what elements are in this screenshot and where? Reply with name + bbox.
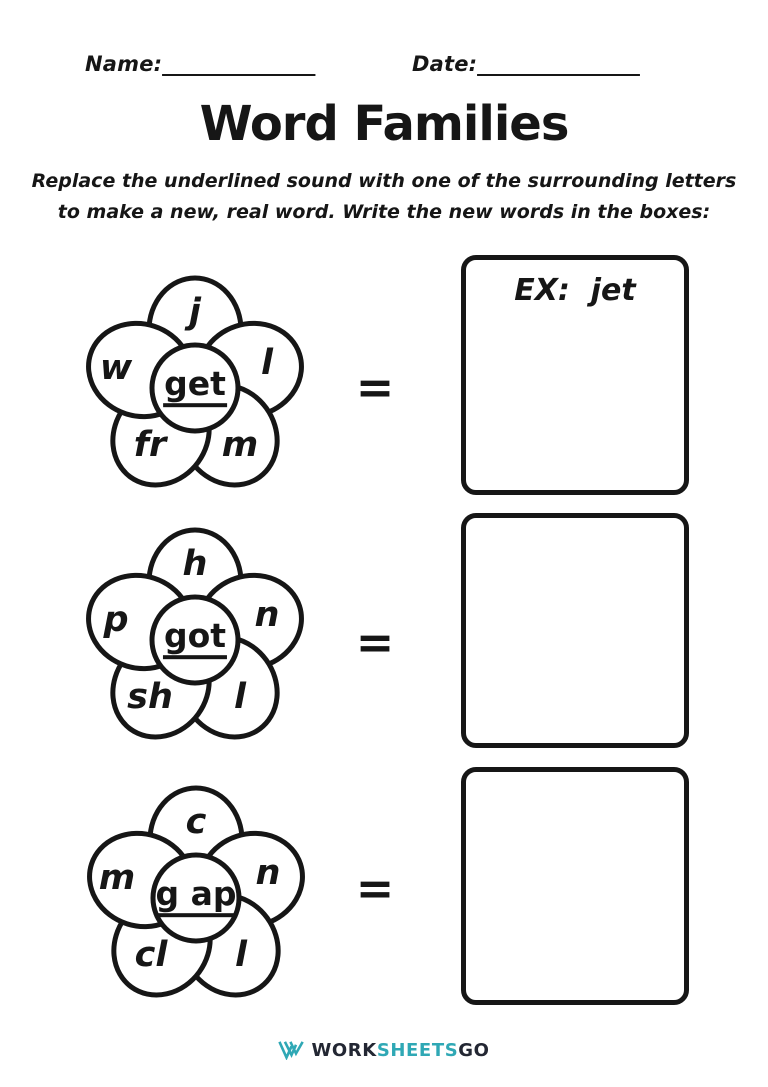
petal-letter: n [255, 853, 281, 893]
center-word-underlined: g ap [154, 877, 237, 917]
petal-letter: j [189, 292, 201, 332]
petal-letter: p [103, 600, 129, 640]
equals-sign: = [355, 615, 395, 669]
name-field [85, 52, 314, 76]
center-word-underlined: get [163, 367, 227, 407]
instructions [0, 166, 768, 228]
date-blank-line[interactable]: _________________ [477, 52, 639, 76]
date-field [412, 52, 639, 76]
petal-letter: w [99, 348, 133, 388]
equals-sign: = [355, 861, 395, 915]
page-title: Word Families [199, 96, 569, 152]
answer-box-2[interactable] [461, 513, 689, 748]
petal-letter: l [234, 677, 246, 717]
instructions-line-1: Replace the underlined sound with one of the surrounding letters [31, 170, 737, 192]
petal-letter: n [254, 595, 280, 635]
brand-name [311, 1040, 489, 1061]
petal-letter: cl [134, 935, 168, 975]
flower-get [79, 268, 311, 500]
flower-got [79, 520, 311, 752]
petal-letter: l [261, 343, 273, 383]
name-blank-line[interactable]: ________________ [162, 52, 315, 76]
name-label: Name: [85, 52, 163, 76]
answer-box-1[interactable] [461, 255, 689, 495]
petal-letter: sh [127, 677, 173, 717]
w-logo-icon [278, 1041, 304, 1060]
petal-letter: m [98, 858, 136, 898]
brand-part-work: WORK [311, 1040, 377, 1061]
petal-letter: l [235, 935, 247, 975]
brand-part-sheets: SHEETS [376, 1040, 459, 1061]
example-label: EX: jet [514, 273, 636, 308]
instructions-line-2: to make a new, real word. Write the new words in the boxes: [57, 201, 711, 223]
flower-gap [80, 778, 312, 1010]
petal-letter: m [221, 425, 259, 465]
petal-letter: h [182, 544, 208, 584]
center-word-underlined: got [163, 619, 227, 659]
brand-footer [0, 1040, 768, 1061]
petal-letter: c [185, 802, 207, 842]
equals-sign: = [355, 360, 395, 414]
brand-part-go: GO [458, 1040, 490, 1061]
petal-letter: fr [133, 425, 167, 465]
answer-box-3[interactable] [461, 767, 689, 1005]
date-label: Date: [412, 52, 478, 76]
